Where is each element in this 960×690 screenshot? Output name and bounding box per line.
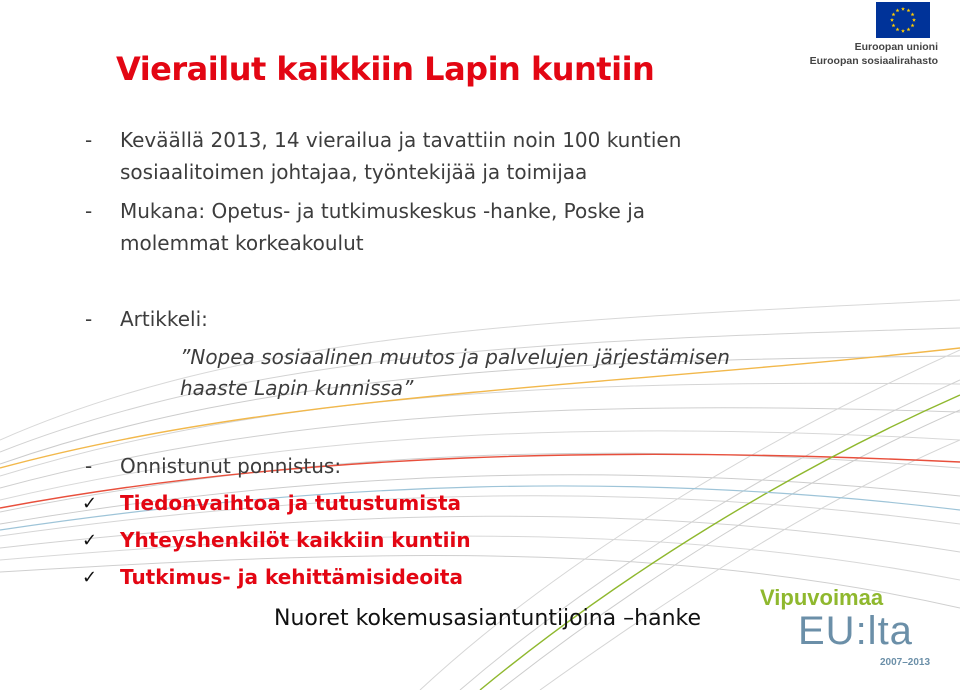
bullet2-line2: molemmat korkeakoulut <box>120 231 364 255</box>
article-label: Artikkeli: <box>120 307 208 331</box>
eu-logo-line1: Euroopan unioni <box>854 41 938 53</box>
project-name-footer: Nuoret kokemusasiantuntijoina –hanke <box>274 606 702 631</box>
bullet-dash: - <box>85 454 93 478</box>
article-title-line2: haaste Lapin kunnissa” <box>180 376 414 400</box>
vipuvoimaa-title: Vipuvoimaa <box>760 585 884 610</box>
bullet-dash: - <box>85 199 93 223</box>
eu-flag-icon <box>876 2 930 38</box>
checkmark-icon: ✓ <box>82 567 98 588</box>
bullet1-line1: Keväällä 2013, 14 vierailua ja tavattiin noin 100 kuntien <box>120 128 682 152</box>
slide-title: Vierailut kaikkiin Lapin kuntiin <box>116 50 655 88</box>
checklist-item: Yhteyshenkilöt kaikkiin kuntiin <box>120 528 471 552</box>
vipuvoimaa-logo <box>760 585 950 685</box>
checkmark-icon: ✓ <box>82 493 98 514</box>
checkmark-icon: ✓ <box>82 530 98 551</box>
checklist-item: Tutkimus- ja kehittämisideoita <box>120 565 463 589</box>
article-title-line1: ”Nopea sosiaalinen muutos ja palvelujen järjestämisen <box>180 345 730 369</box>
bullet2-line1: Mukana: Opetus- ja tutkimuskeskus -hanke, Poske ja <box>120 199 646 223</box>
eu-logo <box>808 0 948 72</box>
bullet-dash: - <box>85 128 93 152</box>
bullet1-line2: sosiaalitoimen johtajaa, työntekijää ja toimijaa <box>120 160 588 184</box>
bullet-dash: - <box>85 307 93 331</box>
vipuvoimaa-brand: EU:lta <box>798 609 913 653</box>
success-label: Onnistunut ponnistus: <box>120 454 342 478</box>
vipuvoimaa-years: 2007–2013 <box>880 657 931 668</box>
eu-logo-line2: Euroopan sosiaalirahasto <box>809 55 938 67</box>
checklist-item: Tiedonvaihtoa ja tutustumista <box>120 491 462 515</box>
